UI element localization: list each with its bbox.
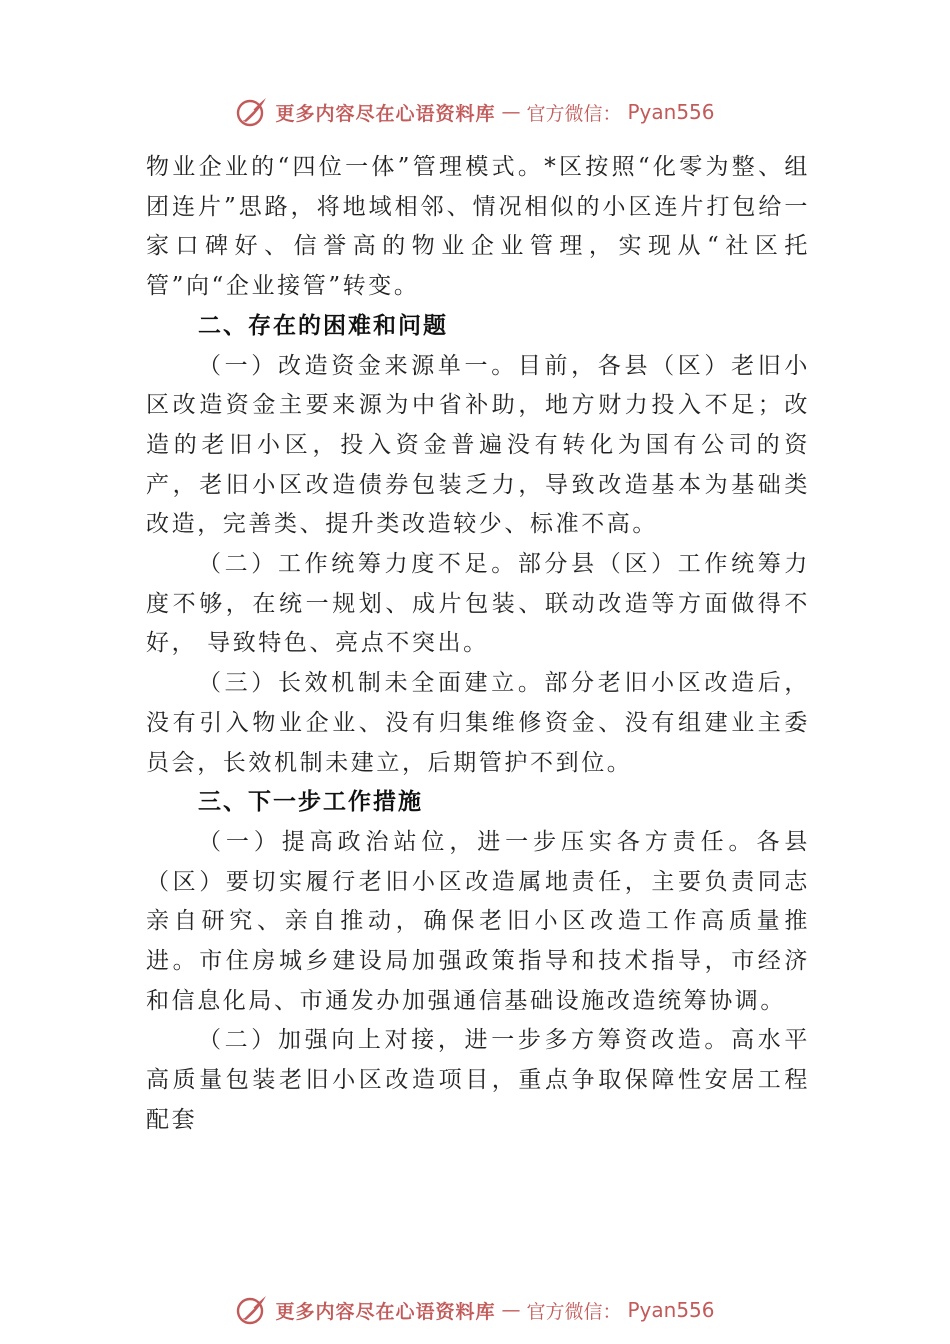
- watermark-separator: —: [501, 1299, 521, 1321]
- paragraph-funding-source: （一）改造资金来源单一。目前，各县（区）老旧小区改造资金主要来源为中省补助，地方财力投入不足；改造的老旧小区，投入资金普遍没有转化为国有公司的资产，老旧小区改造债券包装乏力，导致改造基本为基础类改造，完善类、提升类改造较少、标准不高。: [146, 352, 810, 538]
- document-body: [146, 148, 810, 1141]
- watermark-title: 更多内容尽在心语资料库: [275, 102, 496, 125]
- watermark-separator: —: [501, 101, 521, 123]
- paragraph-long-term-mechanism: （三）长效机制未全面建立。部分老旧小区改造后，没有引入物业企业、没有归集维修资金、没有组建业主委员会，长效机制未建立，后期管护不到位。: [146, 670, 810, 776]
- watermark-subtitle: 官方微信：: [526, 102, 622, 125]
- paragraph-political-responsibility: （一）提高政治站位，进一步压实各方责任。各县（区）要切实履行老旧小区改造属地责任，主要负责同志亲自研究、亲自推动，确保老旧小区改造工作高质量推进。市住房城乡建设局加强政策指导和技术指导，市经济和信息化局、市通发办加强通信基础设施改造统筹协调。: [146, 828, 810, 1014]
- quill-seal-icon: [235, 1293, 269, 1327]
- watermark-wechat-id: Pyan556: [627, 100, 715, 124]
- watermark-title: 更多内容尽在心语资料库: [275, 1300, 496, 1323]
- paragraph-coordination: （二）工作统筹力度不足。部分县（区）工作统筹力度不够，在统一规划、成片包装、联动改造等方面做得不好， 导致特色、亮点不突出。: [146, 551, 810, 657]
- section-heading-next-steps: 三、下一步工作措施: [198, 789, 423, 816]
- section-heading-problems: 二、存在的困难和问题: [198, 312, 448, 339]
- watermark-subtitle: 官方微信：: [526, 1300, 622, 1323]
- watermark-wechat-id: Pyan556: [627, 1298, 715, 1322]
- paragraph-funding-docking: （二）加强向上对接，进一步多方筹资改造。高水平高质量包装老旧小区改造项目，重点争取保障性安居工程配套: [146, 1027, 810, 1133]
- quill-seal-icon: [235, 95, 269, 129]
- paragraph-intro-continuation: 物业企业的“四位一体”管理模式。*区按照“化零为整、组团连片”思路，将地域相邻、情况相似的小区连片打包给一家口碑好、信誉高的物业企业管理，实现从“社区托管”向“企业接管”转变。: [146, 154, 810, 300]
- watermark-footer: [0, 1290, 950, 1330]
- watermark-header: [0, 92, 950, 132]
